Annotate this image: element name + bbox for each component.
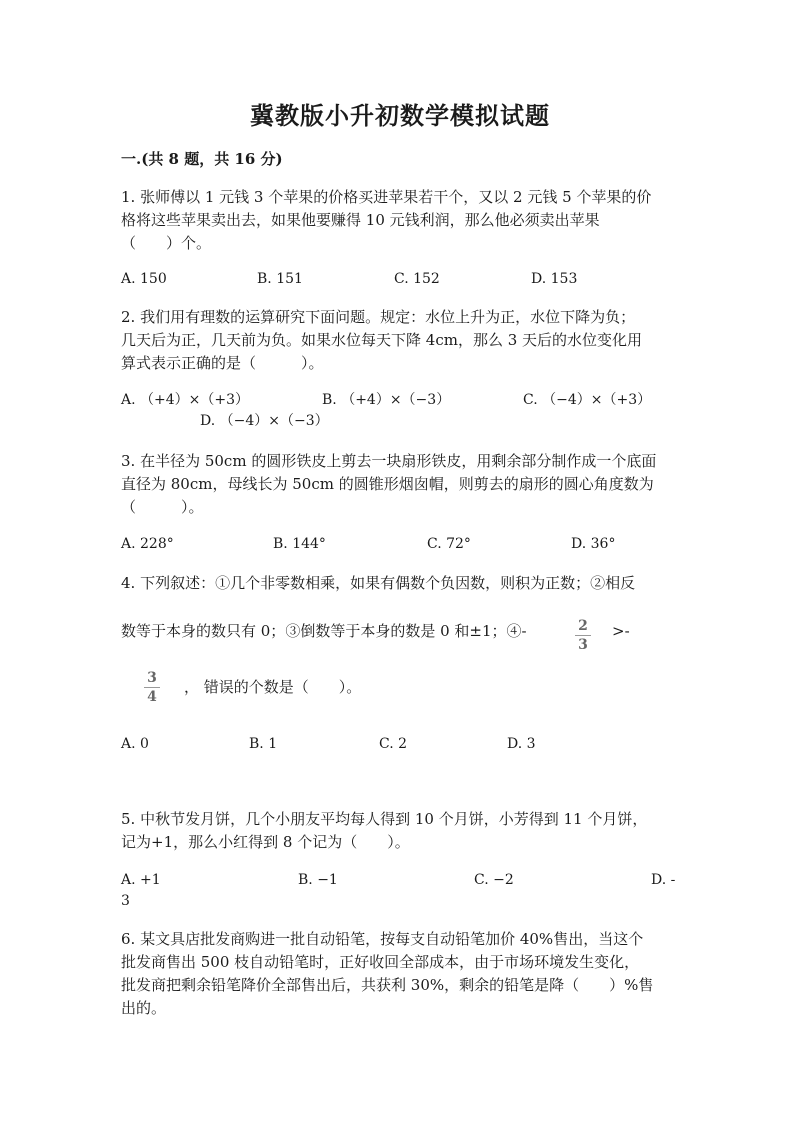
question-5-option-d-wrap: 3 xyxy=(121,893,130,909)
question-5-option-a: A. +1 xyxy=(121,872,161,888)
question-4-line-1: 4. 下列叙述：①几个非零数相乘，如果有偶数个负因数，则积为正数；②相反 xyxy=(121,574,636,592)
question-2-option-a: A. （+4）×（+3） xyxy=(121,392,250,408)
question-1-line-1: 1. 张师傅以 1 元钱 3 个苹果的价格买进苹果若干个，又以 2 元钱 5 个苹果的价 xyxy=(121,188,652,206)
question-6-line-4: 出的。 xyxy=(121,999,167,1017)
section-heading: 一.(共 8 题，共 16 分) xyxy=(121,150,283,168)
question-1-option-d: D. 153 xyxy=(531,271,578,287)
question-5-option-b: B. −1 xyxy=(298,872,338,888)
question-4-option-a: A. 0 xyxy=(121,736,149,752)
question-2-line-2: 几天后为正，几天前为负。如果水位每天下降 4cm，那么 3 天后的水位变化用 xyxy=(121,331,643,349)
fraction-bar xyxy=(575,635,591,636)
question-4-option-c: C. 2 xyxy=(379,736,408,752)
fraction-numerator: 3 xyxy=(147,670,157,686)
fraction-denominator: 3 xyxy=(578,637,588,653)
fraction-denominator: 4 xyxy=(147,689,157,705)
question-2-line-1: 2. 我们用有理数的运算研究下面问题。规定：水位上升为正，水位下降为负； xyxy=(121,308,636,326)
question-3-option-d: D. 36° xyxy=(571,536,616,552)
question-3-line-2: 直径为 80cm，母线长为 50cm 的圆锥形烟囱帽，则剪去的扇形的圆心角度数为 xyxy=(121,475,654,493)
question-5-option-c: C. −2 xyxy=(474,872,514,888)
question-2-option-b: B. （+4）×（−3） xyxy=(322,392,451,408)
question-4-line-3: ， 错误的个数是（ ）。 xyxy=(184,678,362,696)
question-3-line-3: （ ）。 xyxy=(121,498,204,516)
question-1-line-2: 格将这些苹果卖出去，如果他要赚得 10 元钱利润，那么他必须卖出苹果 xyxy=(121,211,600,229)
question-2-option-c: C. （−4）×（+3） xyxy=(523,392,652,408)
fraction-three-quarters xyxy=(142,670,162,705)
question-2-option-d: D. （−4）×（−3） xyxy=(200,413,329,429)
question-1-option-c: C. 152 xyxy=(394,271,440,287)
question-5-line-1: 5. 中秋节发月饼，几个小朋友平均每人得到 10 个月饼，小芳得到 11 个月饼， xyxy=(121,810,648,828)
question-3-option-c: C. 72° xyxy=(427,536,471,552)
fraction-two-thirds xyxy=(573,618,593,653)
question-3-option-b: B. 144° xyxy=(273,536,326,552)
question-1-option-b: B. 151 xyxy=(257,271,303,287)
question-5-line-2: 记为+1，那么小红得到 8 个记为（ ）。 xyxy=(121,833,410,851)
fraction-numerator: 2 xyxy=(578,618,588,634)
question-3-option-a: A. 228° xyxy=(121,536,174,552)
question-3-line-1: 3. 在半径为 50cm 的圆形铁皮上剪去一块扇形铁皮，用剩余部分制作成一个底面 xyxy=(121,452,657,470)
question-1-option-a: A. 150 xyxy=(121,271,167,287)
question-4-greater-than: >- xyxy=(612,622,630,640)
question-6-line-1: 6. 某文具店批发商购进一批自动铅笔，按每支自动铅笔加价 40%售出，当这个 xyxy=(121,930,644,948)
question-5-option-d: D. - xyxy=(651,872,676,888)
question-2-line-3: 算式表示正确的是（ ）。 xyxy=(121,354,324,372)
question-6-line-3: 批发商把剩余铅笔降价全部售出后，共获利 30%，剩余的铅笔是降（ ）%售 xyxy=(121,976,654,994)
question-4-option-d: D. 3 xyxy=(507,736,536,752)
question-6-line-2: 批发商售出 500 枝自动铅笔时，正好收回全部成本，由于市场环境发生变化， xyxy=(121,953,640,971)
question-1-line-3: （ ）个。 xyxy=(121,234,212,252)
question-4-line-2: 数等于本身的数只有 0；③倒数等于本身的数是 0 和±1；④- xyxy=(121,622,527,640)
question-4-option-b: B. 1 xyxy=(249,736,278,752)
fraction-bar xyxy=(144,687,160,688)
page-title: 冀教版小升初数学模拟试题 xyxy=(250,101,550,130)
